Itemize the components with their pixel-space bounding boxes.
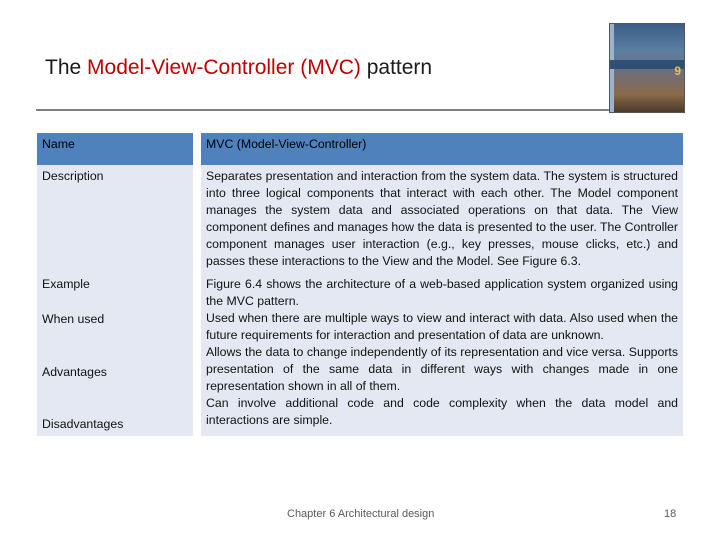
example-text: Figure 6.4 shows the architecture of a web-based application system organized using the MVC pattern. <box>206 277 678 308</box>
title-divider <box>36 109 610 111</box>
advantages-text: Allows the data to change independently of its representation and vice versa. Supports presentation of the same data in different ways with changes made in one representation shown in all of them. <box>206 345 678 393</box>
when-used-text: Used when there are multiple ways to view and interact with data. Also used when the future requirements for interaction and presentation of data are unknown. <box>206 311 678 342</box>
slide-title <box>45 56 432 80</box>
table-row-description <box>37 165 683 273</box>
title-suffix: pattern <box>360 56 433 79</box>
example-label: Example <box>42 277 90 291</box>
title-prefix: The <box>45 56 88 79</box>
table-row-details <box>37 273 683 436</box>
advantages-label: Advantages <box>42 365 107 379</box>
disadvantages-text: Can involve additional code and code complexity when the data model and interactions are simple. <box>206 396 678 427</box>
footer-chapter: Chapter 6 Architectural design <box>287 508 435 520</box>
header-value-cell: MVC (Model-View-Controller) <box>201 133 683 165</box>
mvc-pattern-table <box>37 133 683 436</box>
book-cover-image <box>609 23 685 113</box>
page-number: 18 <box>664 508 677 520</box>
details-labels-cell <box>37 273 201 436</box>
cover-edition-number: 9 <box>674 64 681 78</box>
header-name-cell: Name <box>37 133 201 165</box>
table-header-row <box>37 133 683 165</box>
description-label: Description <box>37 165 201 273</box>
details-texts-cell <box>201 273 683 436</box>
description-text: Separates presentation and interaction from the system data. The system is structured into three logical components that interact with each other. The Model component manages the system data and associated operations on that data. The View component defines and manages how the data is presented to the user. The Controller component manages user interaction (e.g., key presses, mouse clicks, etc.) and passes these interactions to the View and the Model. See Figure 6.3. <box>201 165 683 273</box>
when-used-label: When used <box>42 312 105 326</box>
cover-title-band <box>610 60 684 69</box>
title-highlight: Model-View-Controller (MVC) <box>87 56 361 79</box>
disadvantages-label: Disadvantages <box>42 417 124 431</box>
